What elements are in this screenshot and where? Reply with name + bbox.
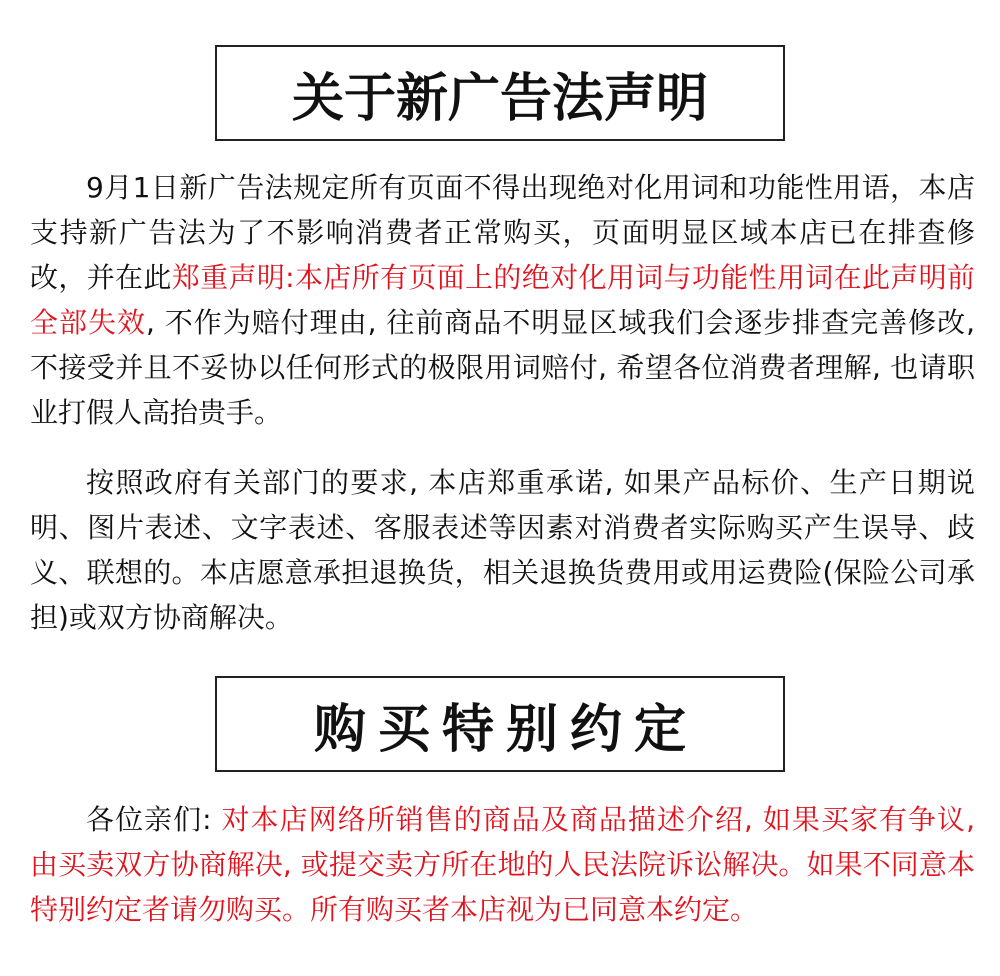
title-box-ad-law — [215, 45, 785, 141]
section-title-purchase-agreement: 购买特别约定 — [313, 699, 698, 760]
store-commitment-paragraph — [30, 460, 975, 640]
store-commitment-text: 按照政府有关部门的要求, 本店郑重承诺, 如果产品标价、生产日期说明、图片表述、文字表述、客服表述等因素对消费者实际购买产生误导、歧义、联想的。本店愿意承担退换货，相关退换货费用或用运费险(保险公司承担)或双方协商解决。 — [30, 466, 975, 634]
ad-law-statement-paragraph — [30, 165, 975, 435]
ad-law-text-outro: , 不作为赔付理由, 往前商品不明显区域我们会逐步排查完善修改, 不接受并且不妥协以任何形式的极限用词赔付, 希望各位消费者理解, 也请职业打假人高抬贵手。 — [30, 306, 975, 429]
purchase-agreement-greeting: 各位亲们: — [86, 803, 222, 836]
section-title-ad-law: 关于新广告法声明 — [291, 68, 708, 129]
purchase-agreement-paragraph — [30, 797, 975, 932]
ad-law-text-intro: 9月1日新广告法规定所有页面不得出现绝对化用词和功能性用语，本店支持新广告法为了不影响消费者正常购买，页面明显区域本店已在排查修改，并在此 — [30, 171, 975, 294]
purchase-agreement-terms: 对本店网络所销售的商品及商品描述介绍, 如果买家有争议, 由买卖双方协商解决, 或提交卖方所在地的人民法院诉讼解决。如果不同意本特别约定者请勿购买。所有购买者本店视为已同意本约定。 — [30, 803, 975, 926]
ad-law-solemn-declaration: 郑重声明:本店所有页面上的绝对化用词与功能性用词在此声明前全部失效 — [30, 261, 975, 339]
title-box-purchase-agreement — [215, 676, 785, 772]
